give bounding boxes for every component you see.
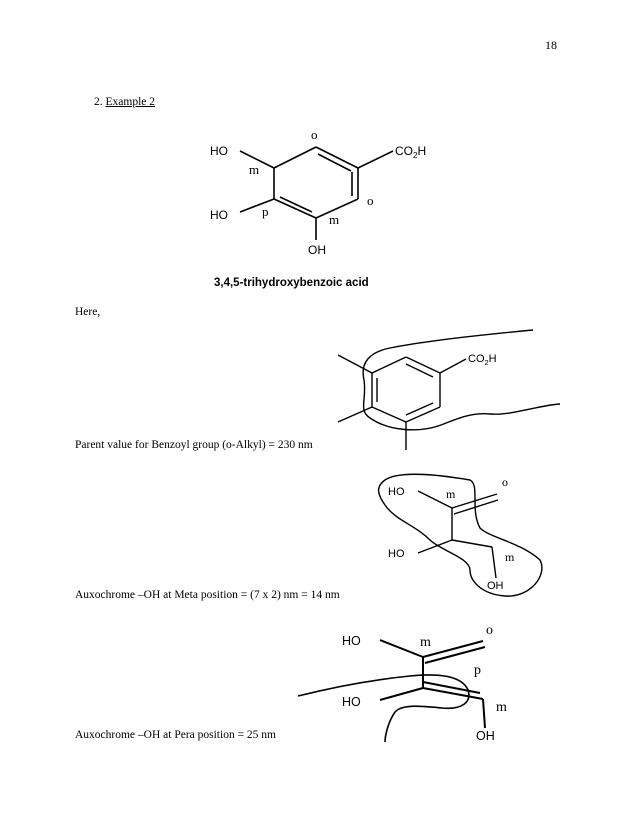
s3-oh: OH	[487, 580, 504, 592]
structure-caption: 3,4,5-trihydroxybenzoic acid	[214, 277, 369, 289]
section-number: 2.	[94, 96, 103, 108]
s1-label-m-left: m	[249, 162, 260, 177]
s1-label-o-right: o	[367, 193, 374, 208]
s2-co2h: $CO_2H$	[468, 353, 497, 367]
s4-oh: OH	[476, 729, 495, 743]
page-number: 18	[545, 38, 557, 52]
s1-ho-mid: HO	[210, 208, 228, 222]
para-position-line: Auxochrome –OH at Pera position = 25 nm	[75, 729, 276, 741]
s1-label-p: p	[262, 204, 269, 219]
here-text: Here,	[75, 306, 101, 318]
s4-label-m-top: m	[420, 635, 431, 650]
s4-label-p: p	[474, 663, 481, 678]
s1-ho-top: HO	[210, 144, 228, 158]
s3-ho-bottom: HO	[388, 548, 405, 560]
s4-ho-top: HO	[342, 634, 361, 648]
s1-co2h: $CO_2H$	[395, 144, 427, 160]
s3-ho-top: HO	[388, 486, 405, 498]
s3-label-o: o	[502, 475, 508, 489]
section-title: Example 2	[105, 96, 155, 108]
s1-label-o-top: o	[311, 127, 318, 142]
s1-oh-bottom: OH	[308, 243, 326, 257]
s4-label-m-right: m	[496, 700, 507, 715]
meta-position-line: Auxochrome –OH at Meta position = (7 x 2) nm = 14 nm	[75, 589, 340, 601]
s4-ho-bottom: HO	[342, 695, 361, 709]
parent-value-line: Parent value for Benzoyl group (o-Alkyl) = 230 nm	[75, 439, 313, 451]
s3-label-m-right: m	[505, 550, 515, 564]
s4-label-o: o	[486, 623, 493, 638]
s1-label-m-right: m	[329, 212, 340, 227]
s3-label-m-top: m	[446, 487, 456, 501]
